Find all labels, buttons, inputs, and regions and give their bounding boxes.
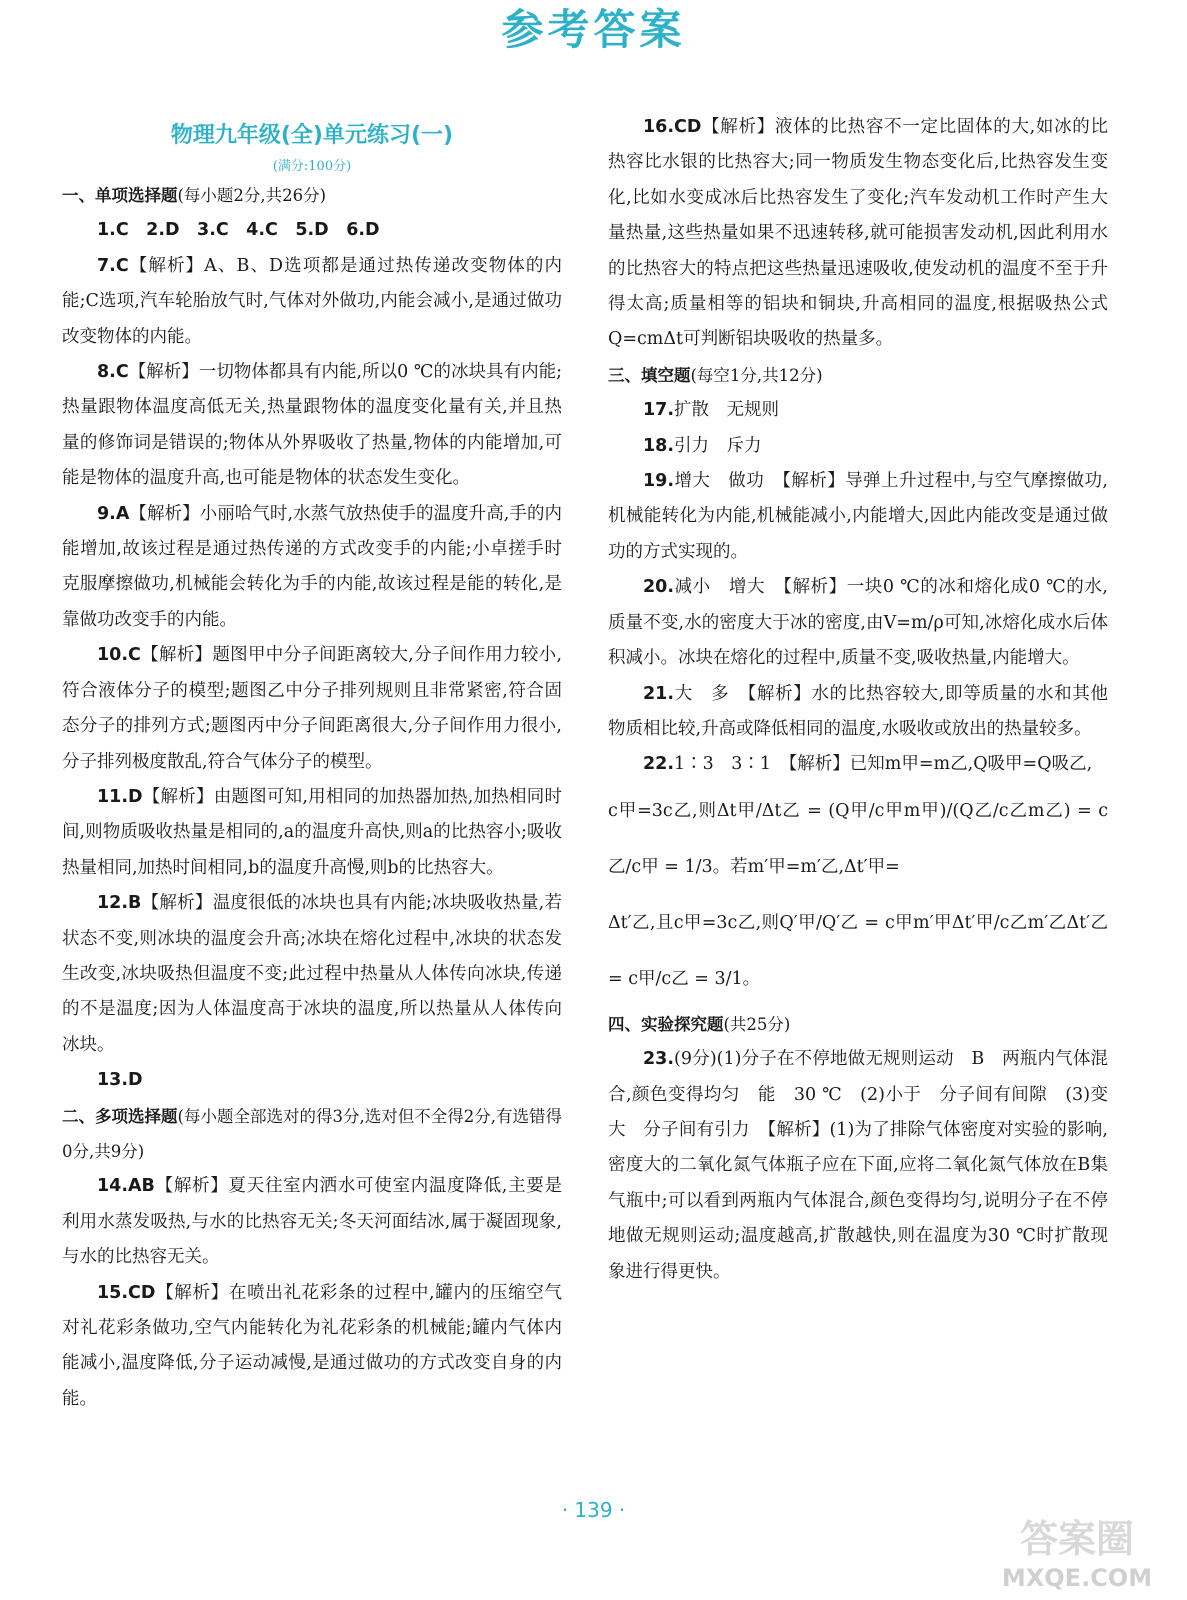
answer-item: [608, 464, 1108, 570]
question-number: 15.CD: [97, 1282, 156, 1303]
answer-item: [608, 570, 1108, 676]
watermark-logo: [975, 1508, 1180, 1594]
answer-text: 小丽哈气时,水蒸气放热使手的温度升高,手的内能增加,故该过程是通过热传递的方式改变手的内能;小卓搓手时克服摩擦做功,机械能会转化为手的内能,故该过程是能的转化,是靠做功改变手的内能。: [62, 503, 563, 630]
watermark-text-top: 答案圈: [1019, 1517, 1135, 1561]
answer-text: 夏天往室内洒水可使室内温度降低,主要是利用水蒸发吸热,与水的比热容无关;冬天河面结冰,属于凝固现象,与水的比热容无关。: [62, 1176, 563, 1268]
section-title: 二、多项选择题: [62, 1106, 178, 1126]
answer-item: [608, 677, 1108, 748]
watermark-text-bottom: MXQE.COM: [1001, 1564, 1153, 1592]
section-note: (共25分): [723, 1014, 791, 1034]
analysis-tag: 【解析】: [129, 503, 200, 524]
analysis-tag: 【解析】: [140, 645, 213, 666]
analysis-tag: 【解析】: [701, 117, 775, 137]
section-note: (每小题2分,共26分): [177, 186, 327, 205]
question-number: 10.C: [97, 645, 141, 666]
section-title: 三、填空题: [608, 365, 691, 385]
right-column: [608, 110, 1108, 1290]
question-number: 17.: [643, 400, 675, 421]
question-number: 22.: [643, 754, 675, 775]
formula-line: c甲=3c乙,则Δt甲/Δt乙 = (Q甲/c甲m甲)/(Q乙/c乙m乙) = c乙/c甲 = 1/3。若m′甲=m′乙,Δt′甲=: [608, 800, 1108, 877]
unit-title: 物理九年级(全)单元练习(一): [170, 123, 454, 148]
section-note: (每小题全部选对的得3分,选对但不全得2分,有选错得0分,共9分): [62, 1106, 562, 1161]
question-number: 20.: [643, 577, 675, 598]
analysis-tag: 【解析】: [141, 893, 213, 914]
section-title: 一、单项选择题: [62, 186, 178, 205]
answer-item: [62, 886, 562, 1063]
page-title: 参考答案: [501, 5, 686, 54]
question-number: 7.C: [97, 255, 129, 276]
question-number: 12.B: [97, 893, 142, 914]
answer-text: 由题图可知,用相同的加热器加热,加热相同时间,则物质吸收热量是相同的,a的温度升高快,则a的比热容小;吸收热量相同,加热时间相同,b的温度升高慢,则b的比热容大。: [62, 786, 563, 878]
answer-text: A、B、D选项都是通过热传递改变物体的内能;C选项,汽车轮胎放气时,气体对外做功,内能会减小,是通过做功改变物体的内能。: [62, 255, 563, 347]
answer-item: [62, 249, 562, 355]
section-heading: [608, 358, 1108, 393]
question-number: 23.: [643, 1049, 675, 1070]
answer-item: [62, 1063, 562, 1098]
answer-item: [62, 780, 562, 886]
page-banner: [0, 0, 1187, 64]
answer-text: (9分)(1)分子在不停地做无规则运动 B 两瓶内气体混合,颜色变得均匀 能 30 ℃ (2)小于 分子间有间隙 (3)变大 分子间有引力 【解析】(1)为了排除气体密度对实验的影响,密度大的二氧化氮气体瓶子应在下面,应将二氧化氮气体放在B集气瓶中;可以看到两瓶内气体混合,颜色变得均匀,说明分子在不停地做无规则运动;温度越高,扩散越快,则在温度为30 ℃时扩散现象进行得更快。: [608, 1049, 1108, 1282]
answer-text: 温度很低的冰块也具有内能;冰块吸收热量,若状态不变,则冰块的温度会升高;冰块在熔化过程中,冰块的状态发生改变,冰块吸热但温度不变;此过程中热量从人体传向冰块,传递的不是温度;因为人体温度高于冰块的温度,所以热量从人体传向冰块。: [62, 893, 562, 1055]
answer-text: 一切物体都具有内能,所以0 ℃的冰块具有内能;热量跟物体温度高低无关,热量跟物体的温度变化量有关,并且热量的修饰词是错误的;物体从外界吸收了热量,物体的内能增加,可能是物体的温度升高,也可能是物体的状态发生变化。: [62, 362, 563, 489]
answer-text: 减小 增大 【解析】一块0 ℃的冰和熔化成0 ℃的水,质量不变,水的密度大于冰的密度,由V=m/ρ可知,冰熔化成水后体积减小。冰块在熔化的过程中,质量不变,吸收热量,内能增大。: [608, 577, 1108, 669]
answer-item: [62, 497, 562, 639]
question-number: 16.CD: [643, 117, 702, 137]
section-heading: [608, 1007, 1108, 1042]
section-note: (每空1分,共12分): [690, 365, 823, 385]
question-number: 8.C: [97, 362, 129, 383]
answer-item: [608, 1042, 1108, 1290]
answer-text: 在喷出礼花彩条的过程中,罐内的压缩空气对礼花彩条做功,空气内能转化为礼花彩条的机械能;罐内气体内能减小,温度降低,分子运动减慢,是通过做功的方式改变自身的内能。: [62, 1282, 563, 1409]
question-number: 11.D: [97, 786, 143, 807]
unit-subtitle: (满分:100分): [272, 159, 352, 174]
question-number: 19.: [643, 471, 675, 492]
answer-item: [62, 638, 562, 780]
analysis-tag: 【解析】: [142, 786, 214, 807]
question-number: 21.: [643, 683, 675, 704]
answer-item: [62, 1169, 562, 1275]
question-number: 14.AB: [97, 1176, 155, 1197]
answer-item: [608, 110, 1108, 358]
formula-line: Δt′乙,且c甲=3c乙,则Q′甲/Q′乙 = c甲m′甲Δt′甲/c乙m′乙Δt′乙 = c甲/c乙 = 3/1。: [608, 912, 1108, 989]
answer-text: 增大 做功 【解析】导弹上升过程中,与空气摩擦做功,机械能转化为内能,机械能减小,内能增大,因此内能改变是通过做功的方式实现的。: [608, 471, 1108, 562]
question-number: 13.D: [97, 1070, 143, 1091]
answer-item: [608, 429, 1108, 464]
answer-text: 引力 斥力: [674, 435, 762, 456]
answer-item: [608, 393, 1108, 428]
answer-text: 1∶3 3∶1 【解析】已知m甲=m乙,Q吸甲=Q吸乙,: [674, 754, 1093, 775]
left-column: [62, 110, 562, 1417]
analysis-tag: 【解析】: [128, 362, 199, 383]
answer-item: [608, 747, 1108, 782]
answer-text: 题图甲中分子间距离较大,分子间作用力较小,符合液体分子的模型;题图乙中分子排列规则且非常紧密,符合固态分子的排列方式;题图丙中分子间距离很大,分子间作用力很小,分子排列极度散乱,符合气体分子的模型。: [62, 645, 563, 772]
answer-text: 大 多 【解析】水的比热容较大,即等质量的水和其他物质相比较,升高或降低相同的温度,水吸收或放出的热量较多。: [608, 683, 1108, 739]
section-title: 四、实验探究题: [608, 1014, 724, 1034]
page-number: · 139 ·: [561, 1498, 626, 1522]
answer-text: 扩散 无规则: [674, 400, 780, 421]
answer-text: 液体的比热容不一定比固体的大,如冰的比热容比水银的比热容大;同一物质发生物态变化后,比热容发生变化,比如水变成冰后比热容发生了变化;汽车发动机工作时产生大量热量,这些热量如果不迅速转移,就可能损害发动机,因此利用水的比热容大的特点把这些热量迅速吸收,使发动机的温度不至于升得太高;质量相等的铝块和铜块,升高相同的温度,根据吸热公式Q=cmΔt可判断铝块吸收的热量多。: [608, 117, 1109, 350]
question-number: 18.: [643, 435, 675, 456]
answers-line: 1.C 2.D 3.C 4.C 5.D 6.D: [97, 220, 380, 241]
analysis-tag: 【解析】: [128, 255, 205, 276]
answer-item: [62, 355, 562, 497]
section-heading: [62, 1099, 562, 1170]
analysis-tag: 【解析】: [155, 1282, 229, 1303]
analysis-tag: 【解析】: [154, 1176, 229, 1197]
question-number: 9.A: [97, 503, 130, 524]
answer-item: [62, 1276, 562, 1418]
section-heading: [62, 178, 562, 213]
